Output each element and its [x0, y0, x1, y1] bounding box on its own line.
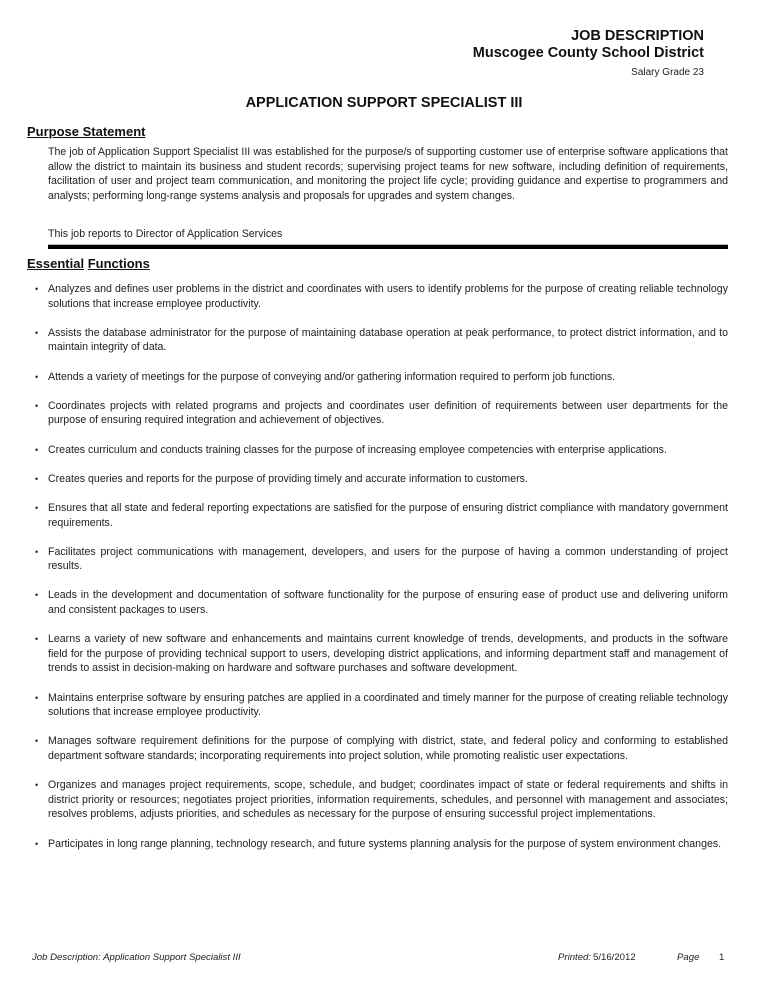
bullet-icon: •	[35, 838, 39, 849]
bullet-icon: •	[35, 444, 39, 455]
essential-functions-list	[35, 282, 728, 866]
bullet-icon: •	[35, 692, 39, 703]
bullet-icon: •	[35, 327, 39, 338]
salary-grade: Salary Grade 23	[631, 67, 704, 78]
footer-printed-date: 5/16/2012	[593, 952, 636, 963]
function-item	[35, 734, 728, 763]
function-text: Attends a variety of meetings for the purpose of conveying and/or gathering information required to perform job functions.	[48, 370, 616, 383]
heading-word-essential: Essential	[27, 256, 85, 271]
function-text: Coordinates projects with related programs and projects and coordinates user definition of requirements between user departments for the purpose of ensuring required integration and achievement of objectives.	[48, 399, 728, 427]
function-item	[35, 545, 728, 574]
bullet-icon: •	[35, 502, 39, 513]
function-item	[35, 326, 728, 355]
function-text: Maintains enterprise software by ensuring patches are applied in a coordinated and timely manner for the purpose of creating reliable technology solutions that increase employee productivity.	[48, 691, 728, 719]
function-text: Learns a variety of new software and enhancements and maintains current knowledge of trends, developments, and products in the software field for the purpose of providing technical support to users, developing district applications, and informing department staff and management of trends to assist in decision-making on hardware and software purchases and software development.	[48, 633, 728, 675]
bullet-icon: •	[35, 736, 39, 747]
reports-to-text: This job reports to Director of Application Services	[48, 228, 283, 240]
function-text: Manages software requirement definitions for the purpose of complying with district, state, and federal policy and conforming to established department software standards; incorporating requirements into project solution, while promoting realistic user expectations.	[48, 735, 728, 762]
bullet-icon: •	[35, 473, 39, 484]
function-item	[35, 837, 728, 852]
function-item	[35, 443, 728, 458]
function-text: Creates curriculum and conducts training classes for the purpose of increasing employee competencies with enterprise applications.	[48, 443, 667, 456]
function-text: Ensures that all state and federal reporting expectations are satisfied for the purpose of ensuring district compliance with mandatory government requirements.	[48, 501, 728, 529]
bullet-icon: •	[35, 780, 39, 791]
purpose-heading-text: Purpose Statement	[27, 124, 146, 139]
function-item	[35, 778, 728, 822]
heading-word-functions: Functions	[87, 256, 150, 271]
function-text: Leads in the development and documentation of software functionality for the purpose of ensuring ease of product use and delivering uniform and consistent packages to users.	[48, 589, 728, 617]
purpose-statement-text: The job of Application Support Specialist III was established for the purpose/s of supporting customer use of enterprise software applications that allow the district to maintain its business and student records; supervising project teams for new software, including definition of requirements, facilitation of user and project team communication, and monitoring the project life cycle; providing guidance and expertise to programmers and analysts; performing long-range systems analysis and proposals for upgrades and system changes.	[48, 146, 728, 202]
bullet-icon: •	[35, 371, 39, 382]
bullet-icon: •	[35, 634, 39, 645]
function-text: Analyzes and defines user problems in the district and coordinates with users to identify problems for the purpose of creating reliable technology solutions that increase employee productivity.	[48, 283, 728, 310]
footer-printed-label: Printed:	[558, 952, 592, 963]
function-item	[35, 501, 728, 530]
function-text: Assists the database administrator for the purpose of maintaining database operation at peak performance, to protect district information, and to maintain integrity of data.	[48, 326, 728, 354]
essential-functions-heading	[27, 256, 150, 271]
function-text: Creates queries and reports for the purpose of providing timely and accurate information to customers.	[48, 472, 528, 485]
footer-page-label: Page	[677, 952, 700, 963]
bullet-icon: •	[35, 284, 39, 294]
section-divider	[48, 244, 728, 249]
footer-document-label: Job Description: Application Support Specialist III	[32, 952, 241, 963]
function-item	[35, 588, 728, 617]
purpose-statement-heading	[27, 124, 145, 139]
job-title: APPLICATION SUPPORT SPECIALIST III	[245, 95, 523, 111]
function-text: Participates in long range planning, technology research, and future systems planning analysis for the purpose of system environment changes.	[48, 837, 722, 850]
function-text: Facilitates project communications with management, developers, and users for the purpose of having a common understanding of project results.	[48, 545, 728, 573]
function-item	[35, 399, 728, 428]
bullet-icon: •	[35, 546, 39, 557]
function-item	[35, 472, 728, 487]
function-item	[35, 691, 728, 720]
function-item	[35, 632, 728, 676]
document-type-heading: JOB DESCRIPTION	[571, 28, 704, 44]
function-text: Organizes and manages project requirements, scope, schedule, and budget; coordinates impact of state or federal requirements and shifts in district priority or resources; negotiates project priorities, information requirements, schedules, and personnel with management and associates; resolves problems, adjusts priorities, and schedules as necessary for the purpose of ensuring successful project implementations.	[48, 779, 728, 821]
organization-name: Muscogee County School District	[472, 45, 704, 61]
footer-page-number: 1	[719, 952, 725, 963]
bullet-icon: •	[35, 400, 39, 411]
function-item	[35, 370, 728, 385]
bullet-icon: •	[35, 590, 39, 601]
function-item	[35, 282, 728, 311]
